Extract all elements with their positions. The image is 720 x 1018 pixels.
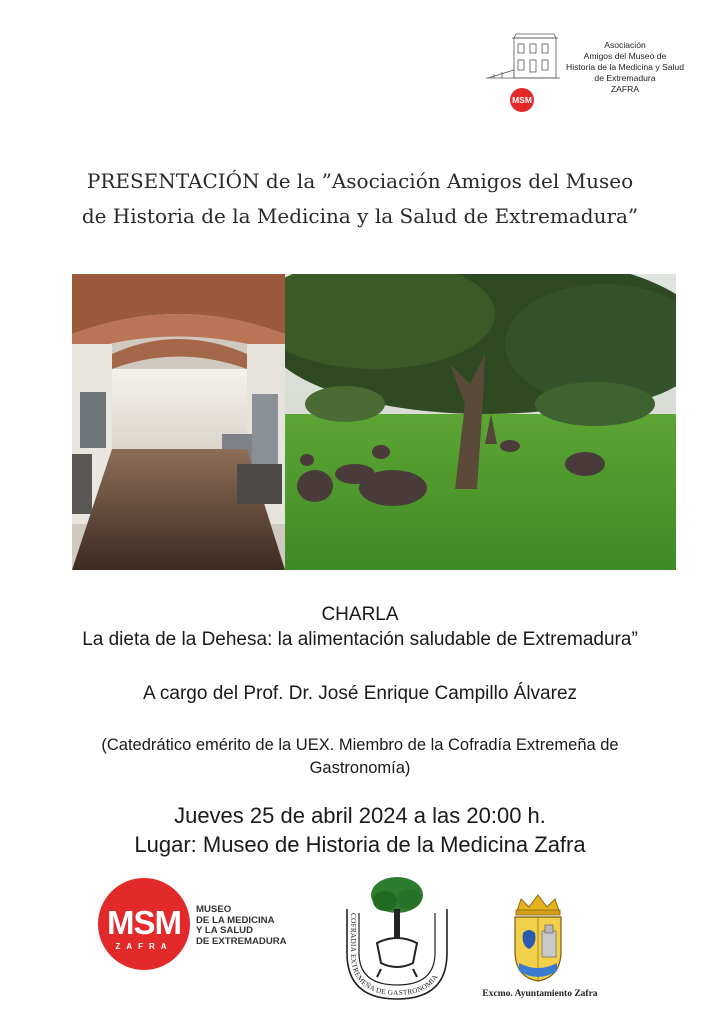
event-date: Jueves 25 de abril 2024 a las 20:00 h. bbox=[174, 803, 546, 828]
event-place: Lugar: Museo de Historia de la Medicina Zafra bbox=[134, 832, 586, 857]
zafra-coat-of-arms-icon bbox=[509, 893, 567, 983]
speaker-credentials-line-2: Gastronomía) bbox=[309, 759, 411, 777]
museum-hall-photo bbox=[72, 274, 285, 570]
association-name bbox=[556, 40, 694, 95]
museum-name-line: Y LA SALUD bbox=[196, 925, 254, 936]
title-line-2: de Historia de la Medicina y la Salud de Extremadura” bbox=[81, 204, 639, 228]
cofradia-seal-text: COFRADIA EXTREMEÑA DE GASTRONOMIA bbox=[348, 913, 440, 998]
association-line: Historia de la Medicina y Salud bbox=[566, 62, 684, 72]
msm-logo-letters: MSM bbox=[107, 904, 181, 941]
museum-name-line: DE EXTREMADURA bbox=[196, 935, 287, 947]
dehesa-pigs-photo bbox=[285, 274, 676, 570]
ayuntamiento-label: Excmo. Ayuntamiento Zafra bbox=[482, 989, 598, 999]
cooking-pot-icon bbox=[377, 938, 417, 977]
association-line: ZAFRA bbox=[610, 84, 640, 94]
msm-badge-text: MSM bbox=[512, 95, 532, 105]
talk-title: La dieta de la Dehesa: la alimentación saludable de Extremadura” bbox=[82, 629, 638, 650]
crown-icon bbox=[516, 895, 560, 915]
museum-name bbox=[196, 905, 336, 947]
speaker-line: A cargo del Prof. Dr. José Enrique Campillo Álvarez bbox=[142, 683, 578, 704]
association-line: de Extremadura bbox=[594, 73, 656, 83]
talk-label: CHARLA bbox=[321, 604, 399, 625]
speaker-credentials-line-1: (Catedrático emérito de la UEX. Miembro de la Cofradía Extremeña de bbox=[101, 736, 619, 754]
museum-building-drawing bbox=[486, 34, 560, 78]
speaker-credentials bbox=[50, 734, 670, 780]
association-line: Amigos del Museo de bbox=[583, 51, 667, 61]
museum-name-line: DE LA MEDICINA bbox=[196, 914, 275, 926]
cofradia-seal-logo bbox=[343, 873, 451, 1001]
title-line-1: PRESENTACIÓN de la ”Asociación Amigos del Museo bbox=[86, 169, 634, 193]
association-line: Asociación bbox=[604, 40, 646, 50]
tree-icon bbox=[371, 877, 423, 939]
museum-name-line: MUSEO bbox=[196, 904, 232, 915]
msm-logo-sub: ZAFRA bbox=[115, 942, 173, 951]
page-title bbox=[40, 164, 680, 234]
